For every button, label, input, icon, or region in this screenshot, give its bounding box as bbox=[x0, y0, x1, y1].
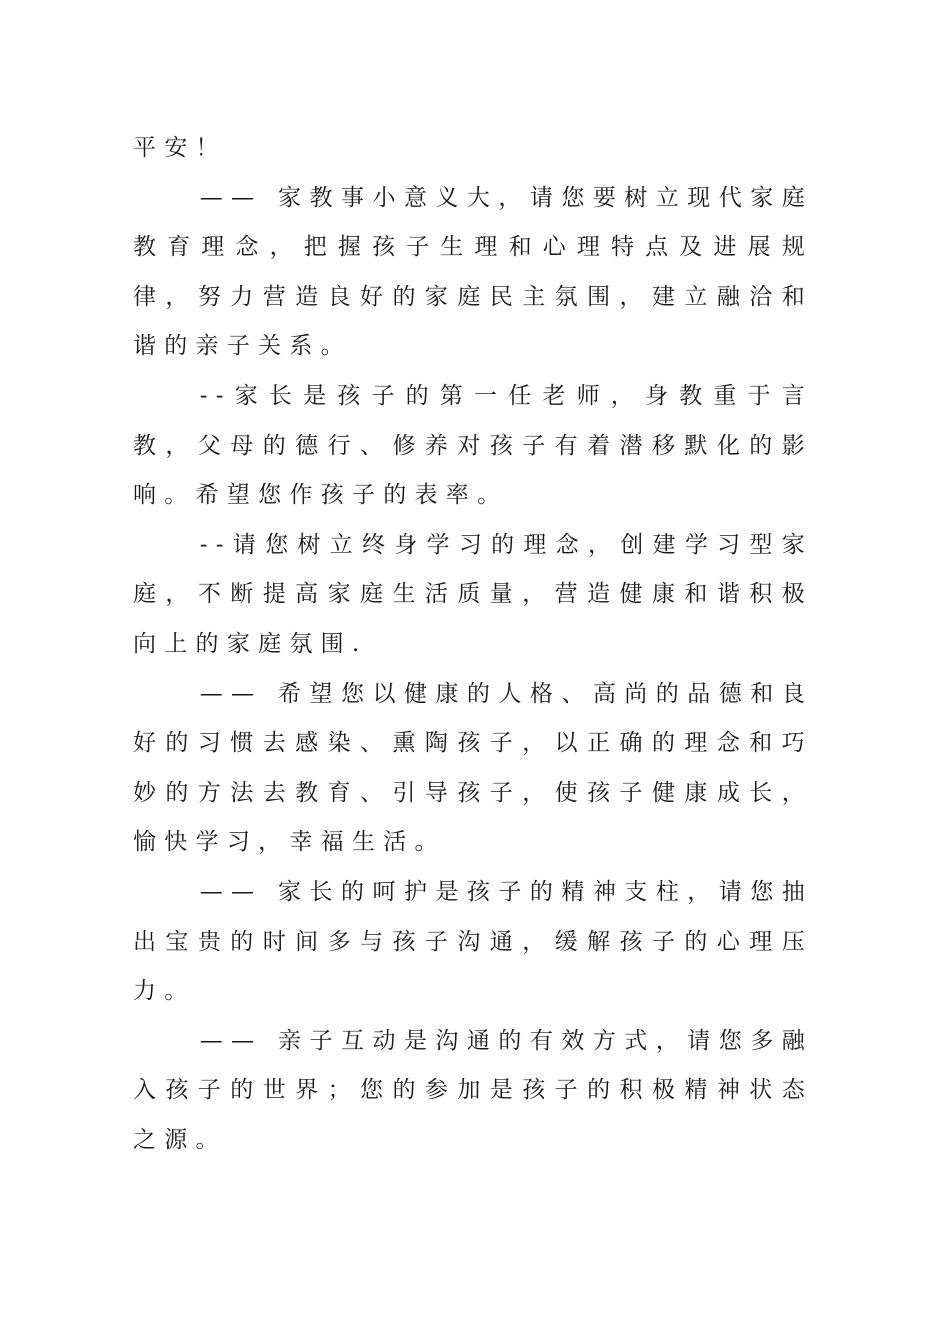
paragraph-parent-child-interaction: —— 亲子互动是沟通的有效方式，请您多融入孩子的世界；您的参加是孩子的积极精神状态之源。 bbox=[133, 1027, 813, 1153]
body-text bbox=[133, 124, 813, 1165]
paragraph-closing-greeting: 平安！ bbox=[133, 135, 227, 161]
paragraph-first-teacher: --家长是孩子的第一任老师，身教重于言教，父母的德行、修养对孩子有着潜移默化的影响。希望您作孩子的表率。 bbox=[133, 382, 813, 509]
paragraph-healthy-character: —— 希望您以健康的人格、高尚的品德和良好的习惯去感染、熏陶孩子，以正确的理念和巧妙的方法去教育、引导孩子，使孩子健康成长，愉快学习，幸福生活。 bbox=[133, 680, 813, 856]
paragraph-family-education: —— 家教事小意义大，请您要树立现代家庭教育理念，把握孩子生理和心理特点及进展规律，努力营造良好的家庭民主氛围，建立融洽和谐的亲子关系。 bbox=[133, 184, 813, 360]
paragraph-parental-care: —— 家长的呵护是孩子的精神支柱，请您抽出宝贵的时间多与孩子沟通，缓解孩子的心理压力。 bbox=[133, 878, 813, 1005]
paragraph-lifelong-learning: --请您树立终身学习的理念，创建学习型家庭，不断提高家庭生活质量，营造健康和谐积极向上的家庭氛围. bbox=[133, 531, 813, 657]
